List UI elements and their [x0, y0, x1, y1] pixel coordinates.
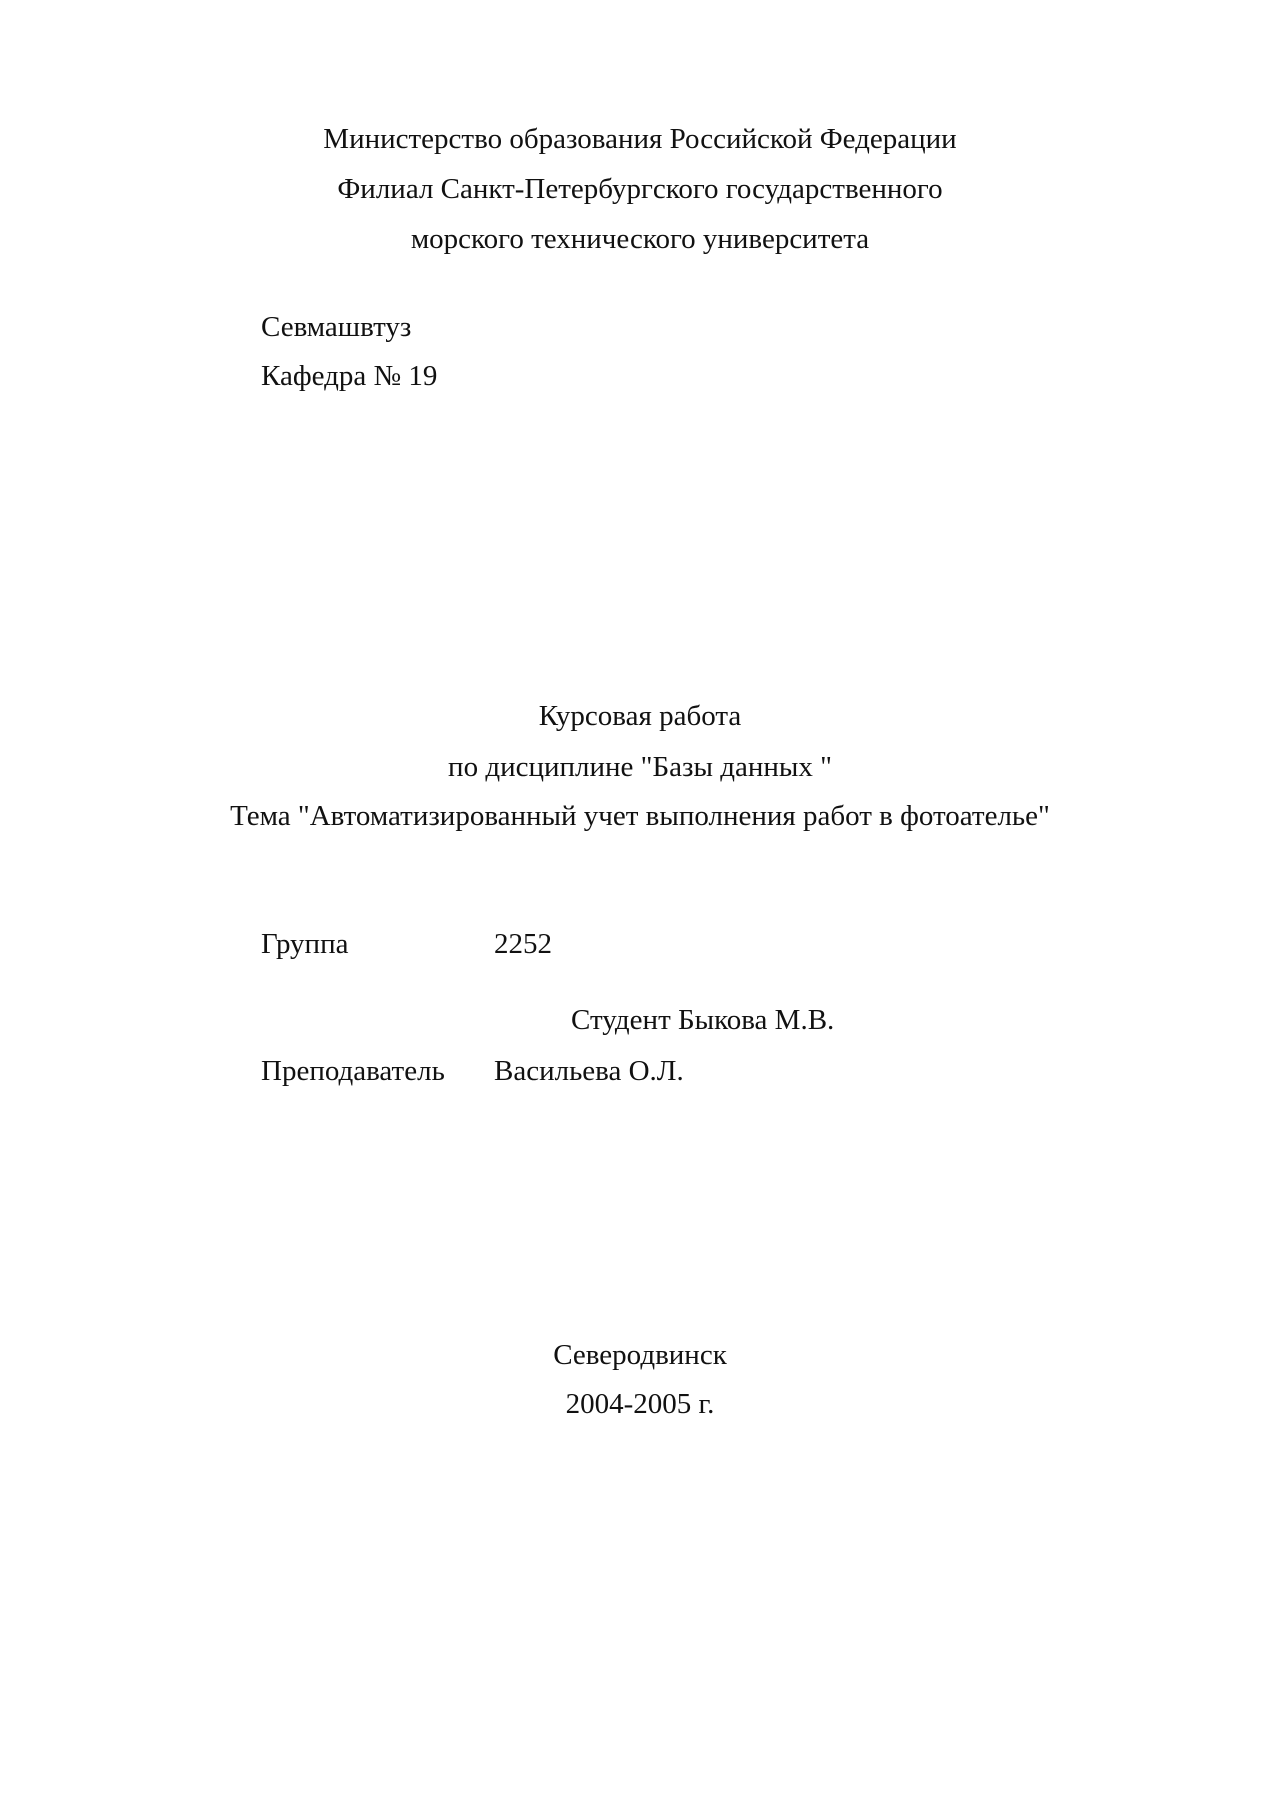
- teacher-value: Васильева О.Л.: [494, 1055, 684, 1087]
- work-type: Курсовая работа: [538, 700, 742, 732]
- department-name: Кафедра № 19: [261, 360, 438, 392]
- group-label: Группа: [261, 928, 349, 960]
- city-line: Северодвинск: [553, 1339, 727, 1371]
- institution-name: Севмашвтуз: [261, 311, 412, 343]
- year-line: 2004-2005 г.: [565, 1388, 715, 1420]
- university-line: морского технического университета: [410, 223, 870, 255]
- work-topic: Тема "Автоматизированный учет выполнения работ в фотоателье": [230, 800, 1050, 832]
- ministry-line: Министерство образования Российской Федерации: [323, 123, 957, 155]
- work-discipline: по дисциплине "Базы данных ": [448, 751, 832, 783]
- group-value: 2252: [494, 928, 552, 960]
- branch-line: Филиал Санкт-Петербургского государственного: [337, 173, 943, 205]
- student-line: Студент Быкова М.В.: [571, 1004, 835, 1036]
- teacher-label: Преподаватель: [261, 1055, 445, 1087]
